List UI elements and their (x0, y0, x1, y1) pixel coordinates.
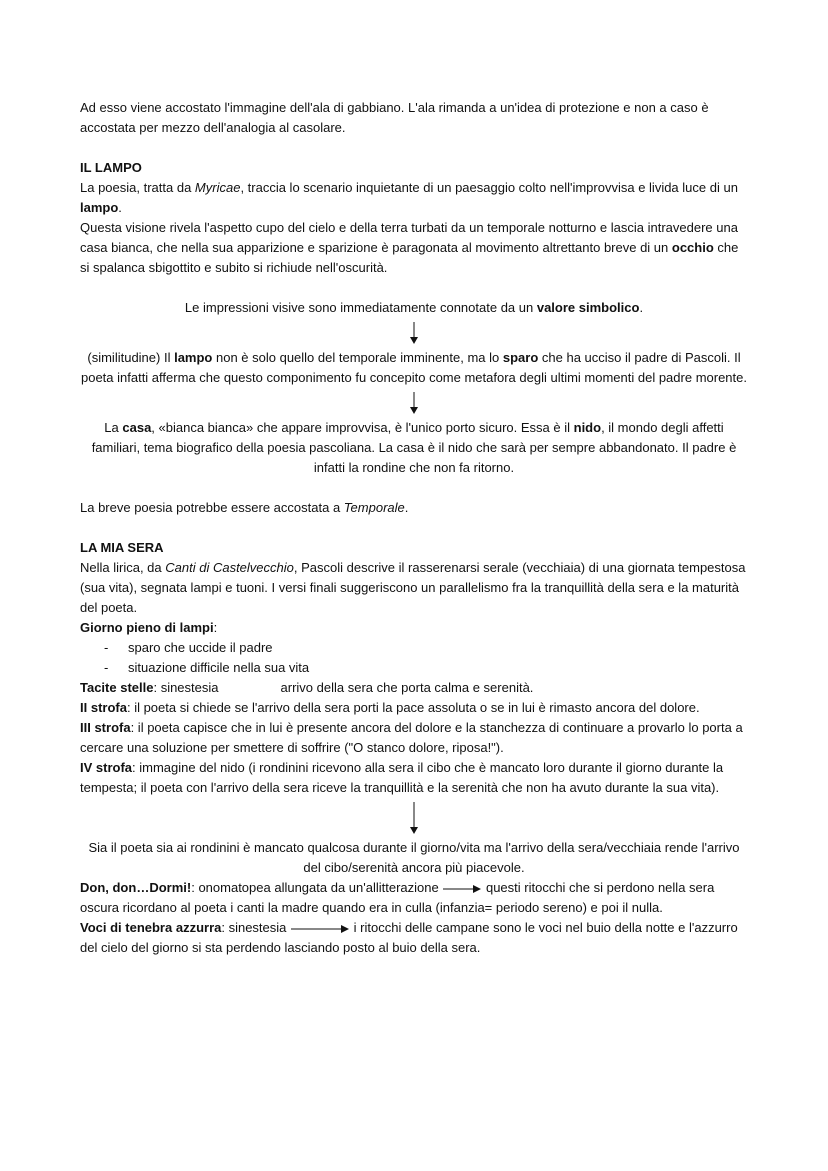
text-run: , il mondo degli affetti familiari, tema biografico della poesia pascoliana. La casa è il nido che sarà per sempre abbandonato. Il padre è infatti la rondine che non fa ritorno. (91, 420, 737, 475)
strofa-3 (80, 718, 748, 758)
lampo-centered-3 (80, 418, 748, 478)
giorno-line (80, 618, 748, 638)
italic-title: Temporale (343, 500, 405, 515)
italic-title: Canti di Castelvecchio (165, 560, 294, 575)
lampo-centered-2 (80, 348, 748, 388)
text-run: questi ritocchi che si perdono nella sera oscura ricordano al poeta i canti la madre quando era in culla (infanzia= periodo sereno) e poi il nulla. (80, 880, 715, 915)
lampo-centered-1 (80, 298, 748, 318)
lampo-paragraph-3 (80, 498, 748, 518)
right-arrow-icon (290, 924, 350, 934)
lampo-paragraph-2 (80, 218, 748, 278)
text-run: i ritocchi delle campane sono le voci nel buio della notte e l'azzurro del cielo del giorno si sta perdendo lasciando posto al buio della sera. (80, 920, 738, 955)
giorno-bullet-list (80, 638, 748, 678)
text-run: Nella lirica, da (80, 560, 166, 575)
bold-term: IV strofa (80, 760, 133, 775)
text-run: La poesia, tratta da (80, 180, 195, 195)
down-arrow-icon (80, 318, 748, 348)
spacer (80, 518, 748, 538)
strofa-4 (80, 758, 748, 798)
text-run: (similitudine) Il (87, 350, 175, 365)
text-run: . (404, 500, 409, 515)
bold-term: occhio (671, 240, 714, 255)
down-arrow-icon (80, 798, 748, 838)
down-arrow-icon (80, 388, 748, 418)
bold-term: lampo (80, 200, 119, 215)
sera-conclusion: Sia il poeta sia ai rondinini è mancato qualcosa durante il giorno/vita ma l'arrivo della sera/vecchiaia rende l'arrivo del cibo/serenità ancora più piacevole. (88, 840, 740, 875)
strofa-2 (80, 698, 748, 718)
bold-term: Don, don…Dormi! (80, 880, 192, 895)
text-run: La (104, 420, 123, 435)
text-run: : (213, 620, 218, 635)
list-item (80, 658, 748, 678)
bold-term: Tacite stelle (80, 680, 154, 695)
bullet-dash: - (104, 640, 109, 655)
spacer (80, 478, 748, 498)
bold-term: III strofa (80, 720, 131, 735)
text-run: , traccia lo scenario inquietante di un paesaggio colto nell'improvvisa e livida luce di un (240, 180, 738, 195)
text-run: non è solo quello del temporale imminente, ma lo (212, 350, 503, 365)
list-item-text: situazione difficile nella sua vita (128, 660, 310, 675)
bold-term: Giorno pieno di lampi (80, 620, 214, 635)
bold-term: valore simbolico (536, 300, 640, 315)
text-run: , «bianca bianca» che appare improvvisa, è l'unico porto sicuro. Essa è il (151, 420, 574, 435)
intro-paragraph: Ad esso viene accostato l'immagine dell'ala di gabbiano. L'ala rimanda a un'idea di protezione e non a caso è accostata per mezzo dell'analogia al casolare. (80, 100, 709, 135)
text-run: : il poeta si chiede se l'arrivo della sera porti la pace assoluta o se in lui è rimasto ancora del dolore. (126, 700, 700, 715)
text-run: , Pascoli descrive il rasserenarsi serale (vecchiaia) di una giornata tempestosa (sua vita), segnata lampi e tuoni. I versi finali suggeriscono un parallelismo fra la tranquillità della sera e la maturità del poeta. (80, 560, 746, 615)
section-heading-lampo: IL LAMPO (80, 160, 142, 175)
sera-paragraph-1 (80, 558, 748, 618)
list-item (80, 638, 748, 658)
text-run: Le impressioni visive sono immediatamente connotate da un (184, 300, 537, 315)
tacite-line (80, 678, 748, 698)
right-arrow-icon (442, 884, 482, 894)
text-run: . (639, 300, 644, 315)
text-run: : sinestesia (153, 680, 219, 695)
don-line (80, 878, 748, 918)
bold-term: lampo (174, 350, 213, 365)
bold-term: Voci di tenebra azzurra (80, 920, 222, 935)
list-item-text: sparo che uccide il padre (128, 640, 273, 655)
bold-term: sparo (502, 350, 539, 365)
bold-term: nido (573, 420, 602, 435)
text-run: : il poeta capisce che in lui è presente ancora del dolore e la stanchezza di continuare a provarlo lo porta a cercare una soluzione per smettere di soffrire ("O stanco dolore, riposa!"). (80, 720, 743, 755)
text-run: Questa visione rivela l'aspetto cupo del cielo e della terra turbati da un temporale notturno e lascia intravedere una casa bianca, che nella sua apparizione e sparizione è paragonata al movimento altrettanto breve di un (80, 220, 738, 255)
italic-title: Myricae (194, 180, 241, 195)
bold-term: casa (122, 420, 152, 435)
section-heading-sera: LA MIA SERA (80, 540, 164, 555)
spacer (80, 278, 748, 298)
text-run: arrivo della sera che porta calma e serenità. (280, 680, 534, 695)
text-run: : sinestesia (221, 920, 287, 935)
text-run: che si spalanca sbigottito e subito si richiude nell'oscurità. (80, 240, 739, 275)
text-run: : onomatopea allungata da un'allitterazione (191, 880, 439, 895)
spacer (80, 138, 748, 158)
document-content (80, 98, 748, 958)
lampo-paragraph-1 (80, 178, 748, 218)
text-run: che ha ucciso il padre di Pascoli. Il poeta infatti afferma che questo componimento fu concepito come metafora degli ultimi momenti del padre morente. (80, 350, 747, 385)
voci-line (80, 918, 748, 958)
text-run: . (118, 200, 122, 215)
bold-term: II strofa (80, 700, 127, 715)
text-run: La breve poesia potrebbe essere accostata a (80, 500, 344, 515)
text-run: : immagine del nido (i rondinini ricevono alla sera il cibo che è mancato loro durante il giorno durante la tempesta; il poeta con l'arrivo della sera riceve la tranquillità e la serenità che non ha avuto durante la sua vita). (80, 760, 724, 795)
bullet-dash: - (104, 660, 109, 675)
